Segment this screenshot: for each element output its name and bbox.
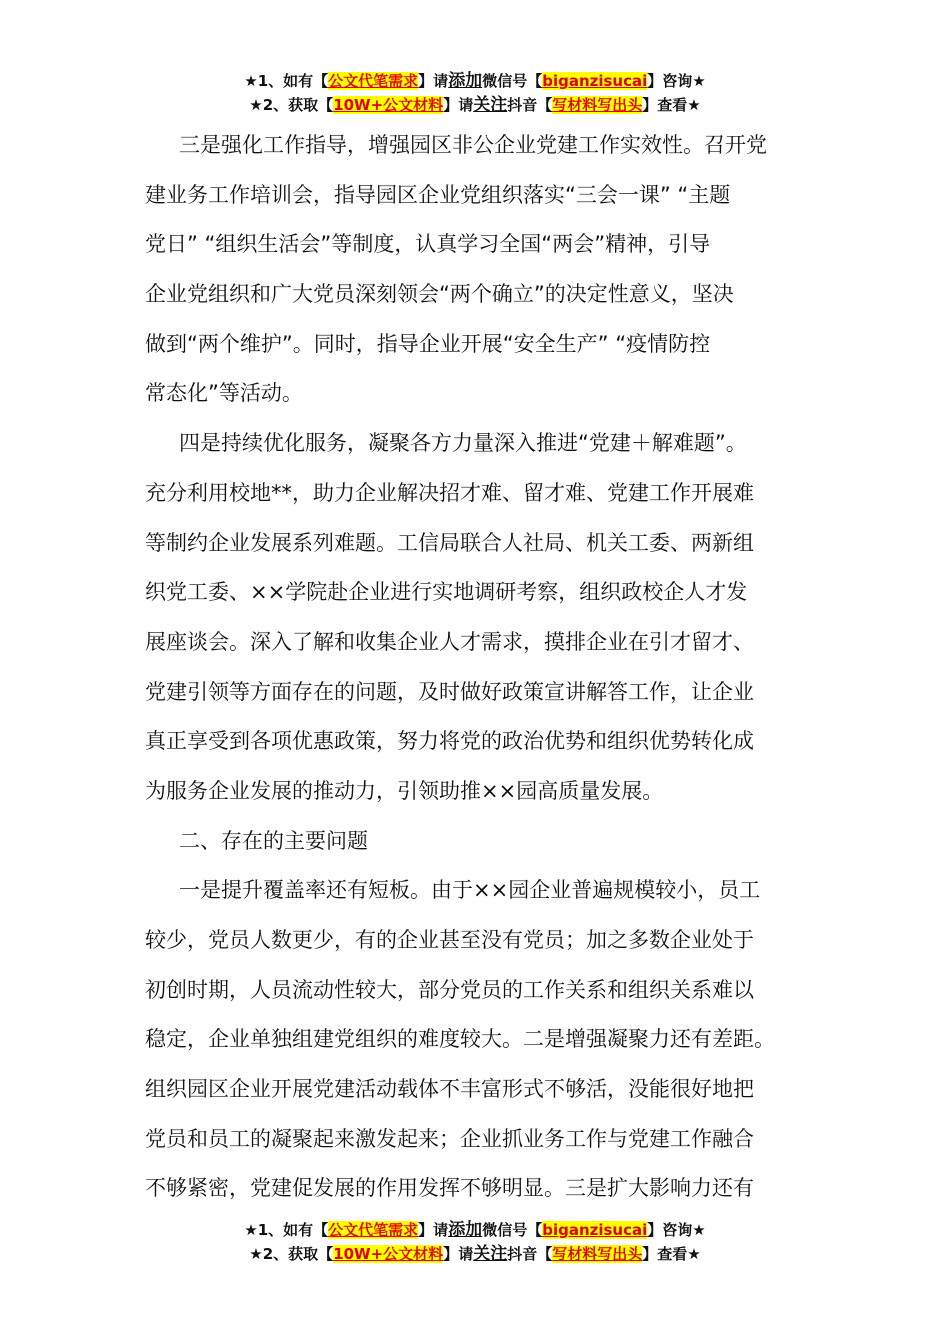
text-line: 党员和员工的凝聚起来激发起来；企业抓业务工作与党建工作融合	[145, 1126, 754, 1151]
text-line: 一是提升覆盖率还有短板。由于××园企业普遍规模较小，员工	[179, 878, 761, 903]
text-line: 展座谈会。深入了解和收集企业人才需求，摸排企业在引才留才、	[145, 629, 754, 654]
banner-line-1	[0, 69, 950, 93]
banner-text: ★2、获取【	[249, 96, 334, 114]
text-line: 较少，党员人数更少，有的企业甚至没有党员；加之多数企业处于	[145, 928, 754, 952]
text-line: 四是持续优化服务，凝聚各方力量深入推进“党建＋解难题”。	[179, 431, 747, 456]
banner-highlight: 10W+公文材料	[333, 96, 444, 114]
document-body	[145, 125, 825, 1218]
text-line: 党日” “组织生活会”等制度，认真学习全国“两会”精神，引导	[145, 232, 711, 257]
banner-text: 抖音【	[507, 1245, 553, 1263]
text-line: 做到“两个维护”。同时，指导企业开展“安全生产” “疫情防控	[145, 331, 711, 356]
banner-line-1	[0, 1218, 950, 1242]
banner-text: 微信号【	[482, 1221, 543, 1239]
banner-text: 】请	[443, 1245, 474, 1263]
banner-line-2	[0, 1242, 950, 1266]
text-line: 三是强化工作指导，增强园区非公企业党建工作实效性。召开党	[179, 133, 767, 157]
text-line: 真正享受到各项优惠政策，努力将党的政治优势和组织优势转化成	[145, 729, 754, 754]
banner-text: ★1、如有【	[244, 72, 329, 90]
text-line: 充分利用校地**，助力企业解决招才难、留才难、党建工作开展难	[145, 480, 754, 505]
text-line: 企业党组织和广大党员深刻领会“两个确立”的决定性意义，坚决	[145, 282, 734, 307]
banner-text: 】咨询★	[647, 72, 706, 90]
banner-text: 】请	[418, 72, 449, 90]
text-line: 党建引领等方面存在的问题，及时做好政策宣讲解答工作，让企业	[145, 679, 754, 704]
banner-highlight: 公文代笔需求	[328, 72, 419, 90]
text-line: 等制约企业发展系列难题。工信局联合人社局、机关工委、两新组	[145, 530, 754, 555]
footer-banner	[0, 1218, 950, 1266]
text-line: 二、存在的主要问题	[179, 828, 368, 853]
text-line: 组织园区企业开展党建活动载体不丰富形式不够活，没能很好地把	[145, 1077, 754, 1102]
banner-underline: 关注	[473, 95, 508, 115]
banner-text: ★2、获取【	[249, 1245, 334, 1263]
text-line: 织党工委、××学院赴企业进行实地调研考察，组织政校企人才发	[145, 580, 748, 605]
banner-line-2	[0, 93, 950, 117]
header-banner	[0, 69, 950, 117]
text-line: 为服务企业发展的推动力，引领助推××园高质量发展。	[145, 778, 664, 803]
banner-highlight: biganzisucai	[542, 1221, 648, 1239]
banner-text: 】查看★	[642, 1245, 701, 1263]
banner-underline: 添加	[448, 1220, 483, 1240]
banner-text: 抖音【	[507, 96, 553, 114]
text-line: 建业务工作培训会，指导园区企业党组织落实“三会一课” “主题	[145, 182, 731, 207]
text-line: 不够紧密，党建促发展的作用发挥不够明显。三是扩大影响力还有	[145, 1176, 754, 1201]
banner-underline: 关注	[473, 1244, 508, 1264]
banner-text: 】查看★	[642, 96, 701, 114]
banner-text: 】请	[418, 1221, 449, 1239]
banner-text: 微信号【	[482, 72, 543, 90]
banner-highlight: biganzisucai	[542, 72, 648, 90]
text-line: 初创时期，人员流动性较大，部分党员的工作关系和组织关系难以	[145, 977, 754, 1002]
banner-highlight: 写材料写出头	[552, 1245, 643, 1263]
banner-text: ★1、如有【	[244, 1221, 329, 1239]
banner-underline: 添加	[448, 71, 483, 91]
banner-highlight: 写材料写出头	[552, 96, 643, 114]
banner-highlight: 10W+公文材料	[333, 1245, 444, 1263]
text-line: 稳定，企业单独组建党组织的难度较大。二是增强凝聚力还有差距。	[145, 1027, 775, 1052]
banner-text: 】咨询★	[647, 1221, 706, 1239]
banner-text: 】请	[443, 96, 474, 114]
banner-highlight: 公文代笔需求	[328, 1221, 419, 1239]
text-line: 常态化”等活动。	[145, 381, 303, 406]
